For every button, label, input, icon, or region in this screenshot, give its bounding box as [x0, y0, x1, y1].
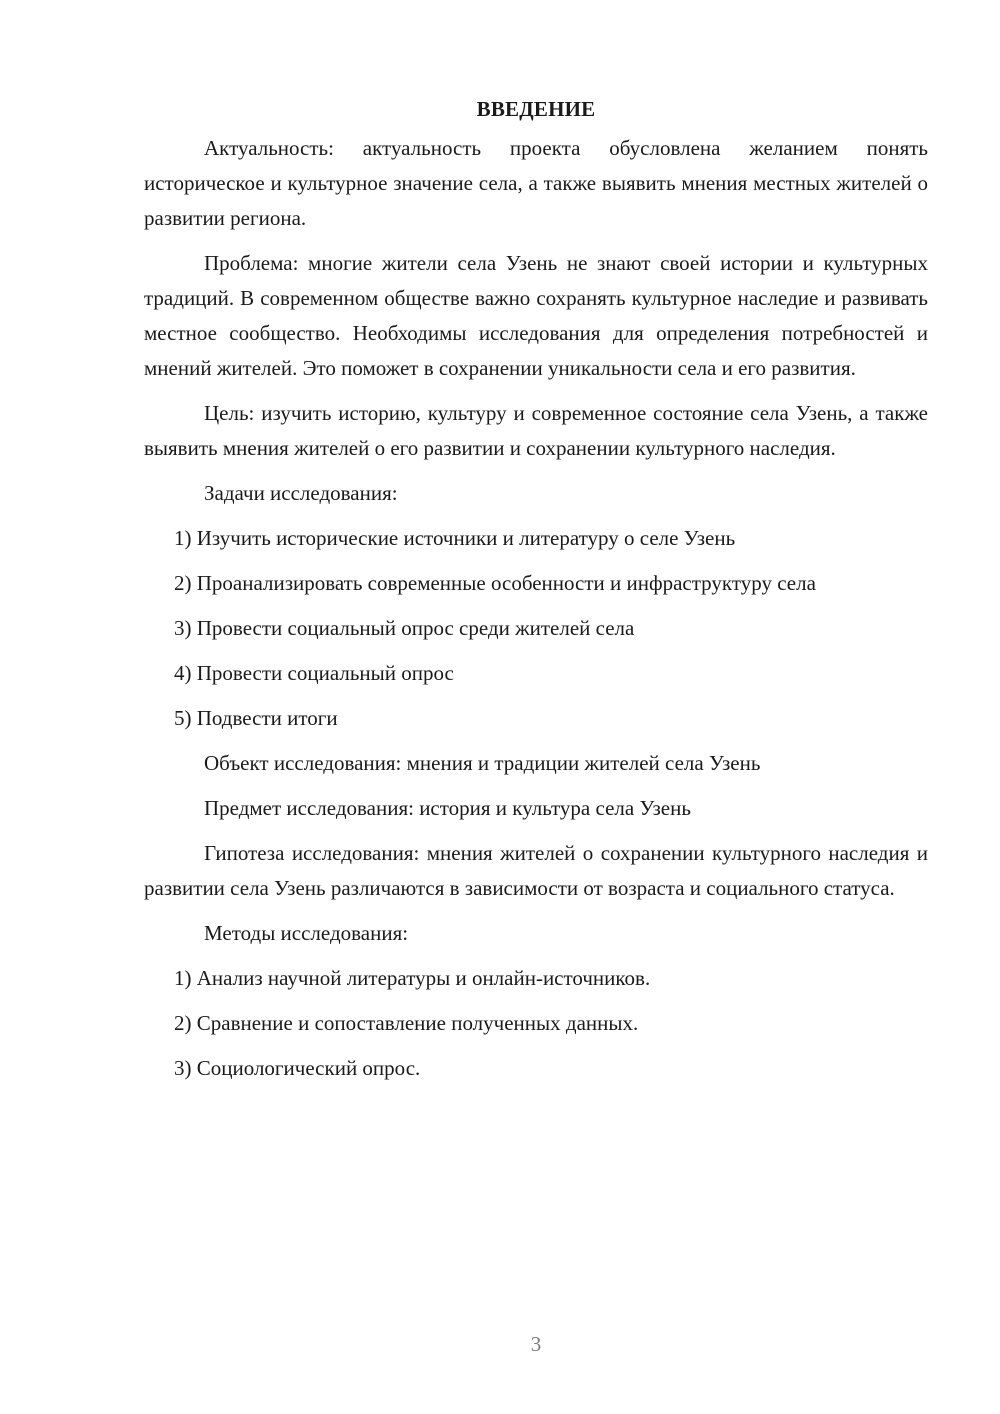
method-item: 3) Социологический опрос. [174, 1056, 421, 1080]
method-item: 1) Анализ научной литературы и онлайн-источников. [174, 966, 651, 990]
goal-paragraph: Цель: изучить историю, культуру и современное состояние села Узень, а также выявить мнения жителей о его развитии и сохранении культурного наследия. [144, 401, 928, 460]
problem-paragraph: Проблема: многие жители села Узень не знают своей истории и культурных традиций. В современном обществе важно сохранять культурное наследие и развивать местное сообщество. Необходимы исследования для определения потребностей и мнений жителей. Это поможет в сохранении уникальности села и его развития. [144, 251, 928, 380]
task-item: 4) Провести социальный опрос [174, 661, 454, 685]
task-item: 3) Провести социальный опрос среди жителей села [174, 616, 635, 640]
section-title: ВВЕДЕНИЕ [476, 97, 596, 121]
method-item: 2) Сравнение и сопоставление полученных данных. [174, 1011, 639, 1035]
subject-paragraph: Предмет исследования: история и культура села Узень [204, 796, 691, 820]
methods-heading: Методы исследования: [204, 921, 409, 945]
task-item: 5) Подвести итоги [174, 706, 338, 730]
relevance-paragraph: Актуальность: актуальность проекта обусловлена желанием понять историческое и культурное значение села, а также выявить мнения местных жителей о развитии региона. [144, 136, 928, 230]
hypothesis-paragraph: Гипотеза исследования: мнения жителей о сохранении культурного наследия и развитии села Узень различаются в зависимости от возраста и социального статуса. [144, 841, 928, 900]
document-page [144, 92, 928, 1096]
task-item: 2) Проанализировать современные особенности и инфраструктуру села [174, 571, 816, 595]
object-paragraph: Объект исследования: мнения и традиции жителей села Узень [204, 751, 761, 775]
page-number: 3 [530, 1332, 542, 1356]
tasks-heading: Задачи исследования: [204, 481, 398, 505]
task-item: 1) Изучить исторические источники и литературу о селе Узень [174, 526, 736, 550]
